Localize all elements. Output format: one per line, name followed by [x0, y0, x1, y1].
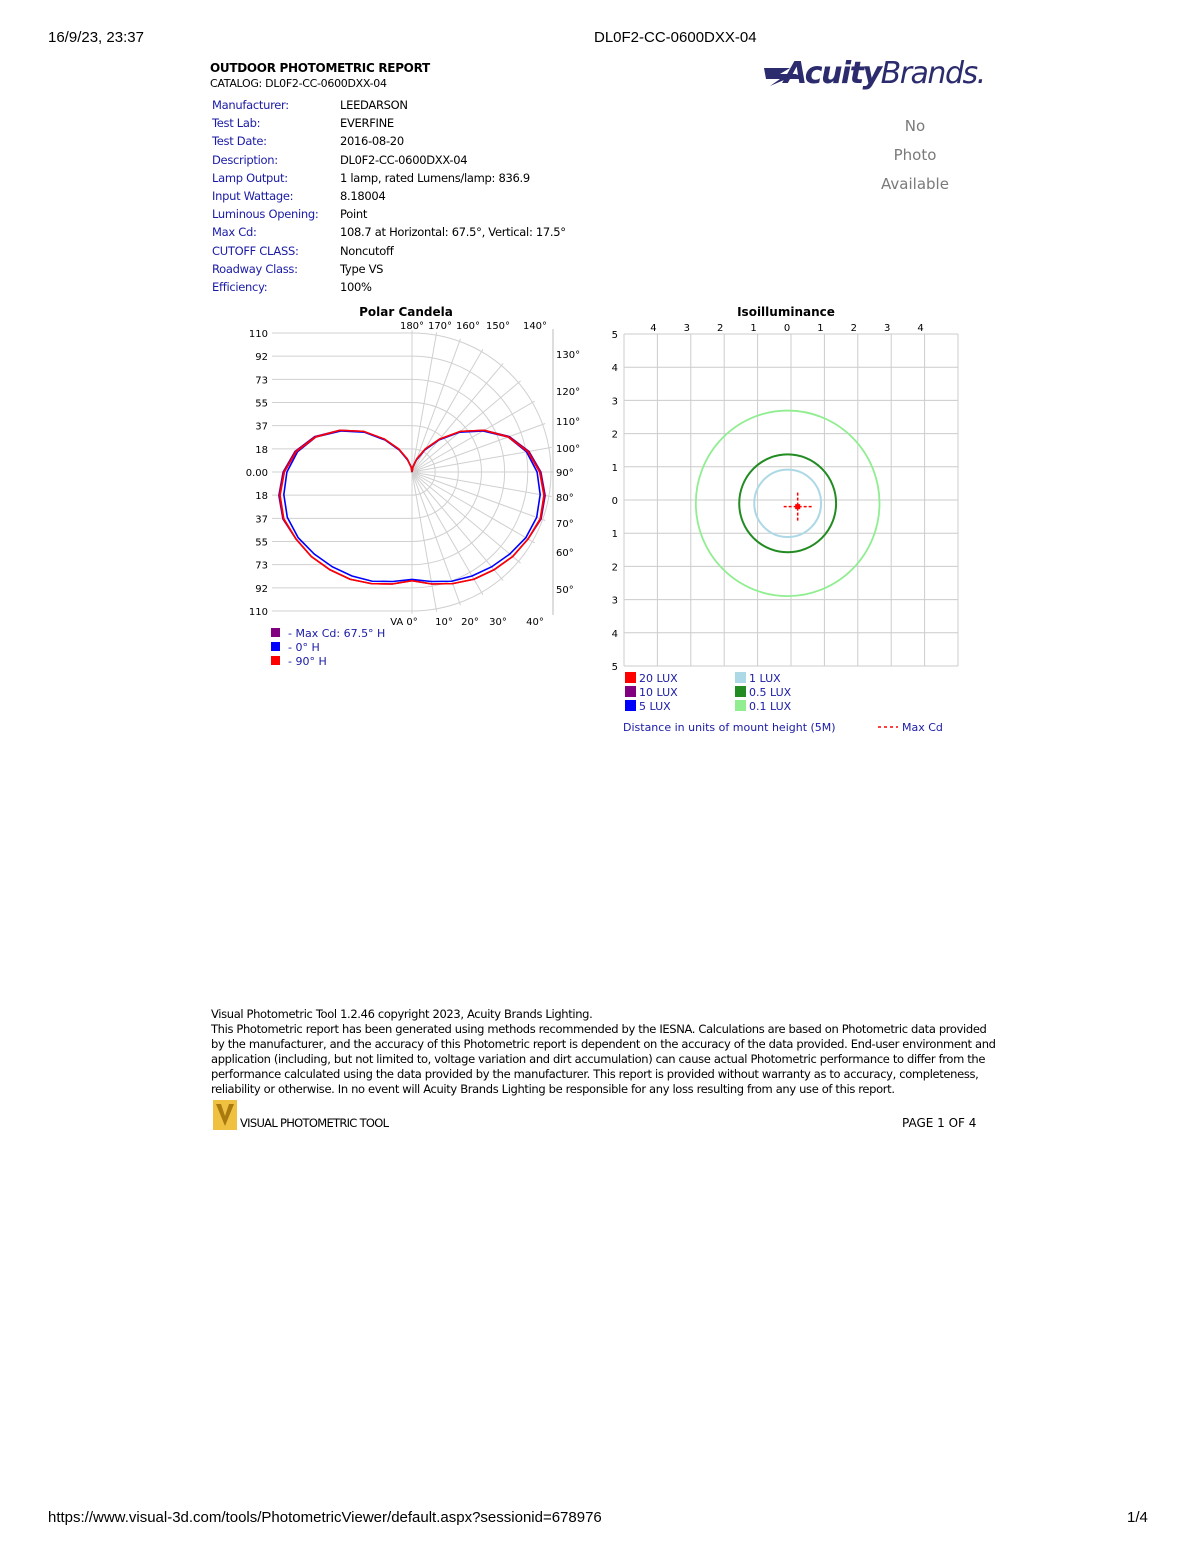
- r-tick-label: 37: [255, 514, 268, 526]
- legend-label: - 0° H: [288, 641, 320, 654]
- no-photo-line: No: [904, 117, 926, 135]
- angle-label: 80°: [556, 493, 574, 504]
- chart-title: Polar Candela: [359, 305, 453, 319]
- footer-copyright: Visual Photometric Tool 1.2.46 copyright 2023, Acuity Brands Lighting.: [211, 1007, 593, 1021]
- legend-label: 20 LUX: [639, 672, 678, 685]
- legend-label: 5 LUX: [639, 700, 671, 713]
- legend-swatch: [271, 628, 280, 637]
- info-value: 108.7 at Horizontal: 67.5°, Vertical: 17.5°: [340, 225, 566, 240]
- info-label: Luminous Opening:: [212, 207, 319, 222]
- r-tick-label: 18: [255, 491, 268, 503]
- info-label: Test Lab:: [212, 116, 261, 131]
- print-page-count: 1/4: [1127, 1509, 1148, 1526]
- legend-label: - 90° H: [288, 655, 327, 668]
- r-tick-label: 92: [255, 352, 268, 364]
- angle-label: VA 0°: [390, 617, 418, 628]
- angle-label: 60°: [556, 548, 574, 559]
- no-photo-line: Photo: [893, 146, 937, 164]
- iso-contour: [696, 411, 880, 597]
- y-tick-label: 4: [611, 628, 618, 640]
- info-value: 8.18004: [340, 188, 386, 203]
- polar-candela-chart: [246, 305, 580, 668]
- charts-svg: [0, 0, 1200, 760]
- angle-label: 140°: [522, 321, 548, 332]
- y-tick-label: 2: [611, 429, 618, 441]
- info-label: Max Cd:: [212, 225, 257, 240]
- info-label: CUTOFF CLASS:: [212, 243, 299, 258]
- info-value: DL0F2-CC-0600DXX-04: [340, 152, 468, 167]
- x-axis-label: Distance in units of mount height (5M): [623, 721, 836, 734]
- info-label: Test Date:: [212, 134, 267, 149]
- legend-label: 0.5 LUX: [749, 686, 792, 699]
- legend-label: 0.1 LUX: [749, 700, 792, 713]
- info-value: 100%: [340, 279, 372, 294]
- info-label: Efficiency:: [212, 279, 268, 294]
- vpt-tool-name: VISUAL PHOTOMETRIC TOOL: [240, 1116, 389, 1130]
- x-tick-label: 1: [750, 323, 757, 334]
- legend-swatch: [735, 700, 746, 711]
- r-tick-label: 92: [255, 583, 268, 595]
- y-tick-label: 1: [611, 462, 618, 474]
- r-tick-label: 110: [248, 607, 268, 618]
- r-tick-label: 55: [255, 537, 268, 549]
- no-photo-line: Available: [881, 175, 949, 193]
- logo-text-bold: Acuity: [784, 56, 881, 91]
- angle-label: 20°: [461, 617, 479, 628]
- info-value: EVERFINE: [340, 116, 394, 131]
- print-page-title: DL0F2-CC-0600DXX-04: [594, 29, 757, 46]
- print-url: https://www.visual-3d.com/tools/PhotometricViewer/default.aspx?sessionid=678976: [48, 1509, 602, 1526]
- legend-swatch: [625, 672, 636, 683]
- info-value: 2016-08-20: [340, 134, 404, 149]
- legend-label: 1 LUX: [749, 672, 781, 685]
- y-tick-label: 0: [611, 496, 618, 507]
- isoilluminance-chart: [612, 305, 958, 734]
- max-cd-legend-label: Max Cd: [902, 721, 943, 734]
- r-tick-label: 0.00: [245, 468, 268, 479]
- angle-label: 100°: [556, 444, 581, 455]
- angle-label: 150°: [485, 321, 511, 332]
- angle-label: 30°: [489, 617, 507, 628]
- x-tick-label: 1: [817, 323, 824, 334]
- x-tick-label: 2: [850, 323, 857, 334]
- angle-label: 50°: [556, 585, 574, 596]
- x-tick-label: 4: [650, 323, 657, 334]
- angle-label: 160°: [455, 321, 481, 332]
- legend-swatch: [271, 642, 280, 651]
- angle-label: 70°: [556, 519, 574, 530]
- y-tick-label: 3: [611, 396, 618, 408]
- info-label: Lamp Output:: [212, 170, 288, 185]
- y-tick-label: 2: [611, 562, 618, 574]
- y-tick-label: 3: [611, 595, 618, 607]
- chart-title: Isoilluminance: [737, 305, 835, 319]
- legend-swatch: [271, 656, 280, 665]
- info-value: Noncutoff: [340, 243, 394, 258]
- info-label: Manufacturer:: [212, 98, 289, 112]
- info-value: 1 lamp, rated Lumens/lamp: 836.9: [340, 170, 530, 185]
- r-tick-label: 110: [248, 329, 268, 340]
- angle-label: 40°: [526, 617, 544, 628]
- x-tick-label: 4: [917, 323, 924, 334]
- angle-label: 90°: [556, 468, 574, 479]
- legend-swatch: [625, 700, 636, 711]
- r-tick-label: 73: [255, 375, 268, 387]
- angle-label: 170°: [427, 321, 453, 332]
- print-datetime: 16/9/23, 23:37: [48, 29, 144, 46]
- info-value: Type VS: [340, 261, 384, 276]
- info-label: Roadway Class:: [212, 261, 298, 276]
- r-tick-label: 37: [255, 421, 268, 433]
- vpt-logo-icon: [213, 1100, 237, 1130]
- logo-text-regular: Brands.: [880, 56, 985, 91]
- y-tick-label: 5: [611, 662, 618, 673]
- info-label: Input Wattage:: [212, 188, 294, 203]
- report-title: OUTDOOR PHOTOMETRIC REPORT: [210, 61, 430, 75]
- x-tick-label: 3: [683, 323, 690, 334]
- info-value: LEEDARSON: [340, 98, 408, 112]
- legend-label: 10 LUX: [639, 686, 678, 699]
- r-tick-label: 55: [255, 398, 268, 410]
- angle-label: 10°: [435, 617, 453, 628]
- x-tick-label: 0: [783, 323, 791, 334]
- angle-label: 120°: [556, 387, 581, 398]
- report-catalog: CATALOG: DL0F2-CC-0600DXX-04: [210, 77, 387, 90]
- legend-label: - Max Cd: 67.5° H: [288, 627, 386, 640]
- footer-page-number: PAGE 1 OF 4: [902, 1116, 977, 1130]
- info-label: Description:: [212, 152, 278, 167]
- angle-label: 110°: [556, 417, 581, 428]
- legend-swatch: [625, 686, 636, 697]
- info-value: Point: [340, 207, 368, 222]
- iso-contour: [754, 470, 821, 537]
- r-tick-label: 73: [255, 560, 268, 572]
- max-cd-point: [795, 504, 800, 509]
- y-tick-label: 5: [611, 330, 618, 341]
- angle-label: 180°: [399, 321, 425, 332]
- legend-swatch: [735, 686, 746, 697]
- x-tick-label: 3: [884, 323, 891, 334]
- footer-disclaimer: This Photometric report has been generated using methods recommended by the IESNA. Calculations are based on Photometric data provided by the manufacturer, and the accuracy of this Photometric report is dependent on the accuracy of the data provided. End-user environment and application (including, but not limited to, voltage variation and dirt accumulation) can cause actual Photometric performance to differ from the performance calculated using the data provided by the manufacturer. This report is provided without warranty as to accuracy, completeness, reliability or otherwise. In no event will Acuity Brands Lighting be responsible for any loss resulting from any use of this report.: [211, 1022, 996, 1096]
- y-tick-label: 4: [611, 363, 618, 375]
- legend-swatch: [735, 672, 746, 683]
- y-tick-label: 1: [611, 529, 618, 541]
- x-tick-label: 2: [717, 323, 724, 334]
- angle-label: 130°: [556, 350, 581, 361]
- r-tick-label: 18: [255, 444, 268, 456]
